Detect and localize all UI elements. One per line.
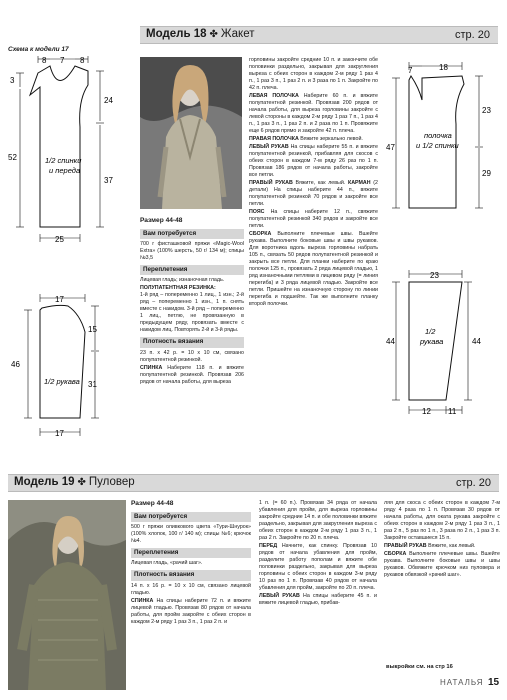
model18-rib-text: 1-й ряд – попеременно 1 лиц., 1 изн.; 2-й ряд – попеременно 1 изн., 1 п. снять вместе с накидом. 3-й ряд – попеременно 1 лиц., петлю, не провязанную в предыдущем ряду, провязать вместе с накидом лиц. Повторять 2-й и 3-й ряды.	[140, 292, 244, 334]
model19-left-sleeve-label: ЛЕВЫЙ РУКАВ	[259, 592, 300, 599]
model19-column-2	[259, 500, 377, 608]
model19-back-text: На спицы наберите 72 п. и вяжите лицевой гладью. Провязав 80 рядов от начала работы, для пройм закройте с обеих сторон в каждом 2-м ряду 1 раз 3 п., 1 раз 2 п. и	[131, 597, 251, 625]
model18-title: Модель 18	[146, 28, 207, 41]
model18-weaves-text: Лицевая гладь; изнаночная гладь.	[140, 277, 225, 284]
sleeve-dim-bottom: 17	[55, 429, 64, 438]
dim-right-2: 37	[104, 176, 113, 185]
model18-back-label: СПИНКА	[140, 364, 163, 371]
sleeve2-dim-bottom-1: 12	[422, 407, 431, 416]
sleeve2-dim-right: 44	[472, 337, 481, 346]
model18-left-sleeve-text: На спицы наберите 55 п. и вяжите полупатентной резинкой, прибавляя для скосов с обеих сторон в каждом 7-м ряду 26 раз по 1 п. Провязав 186 рядов от начала работы, закройте все петли.	[249, 144, 378, 179]
model19-head-density: Плотность вязания	[131, 570, 251, 580]
dim-right-1: 24	[104, 96, 113, 105]
flower-icon: ✤	[77, 477, 86, 489]
model19-title-bar	[8, 474, 499, 492]
model19-right-sleeve-text: Вяжите, как левый.	[428, 543, 476, 549]
body-pattern-label-2: и переда	[49, 166, 81, 175]
model19-front-text: Начните, как спинку. Провязав 10 рядов от начала убавления для пройм, разделите работу пополам и вяжите обе половинки раздельно, закрывая для выреза горловины с обеих сторон в каждом 3-м ряду 10 раз по 1 п. Провязав 40 рядов от начала убавления для пройм, закройте по 20 п. плеча.	[259, 543, 377, 591]
dim-top-3: 8	[80, 56, 85, 65]
dim-bottom: 25	[55, 235, 64, 244]
sleeve-dim-left: 46	[11, 360, 20, 369]
front-pattern-diagram	[384, 58, 504, 223]
sleeve2-dim-left: 44	[386, 337, 395, 346]
schema-heading: Схема к модели 17	[8, 46, 69, 53]
model19-page-ref: стр. 20	[455, 476, 491, 489]
model19-assembly-label: СБОРКА	[384, 551, 407, 558]
sleeve-dim-right-2: 31	[88, 380, 97, 389]
body-pattern-diagram	[0, 55, 130, 250]
front-dim-top-1: 7	[408, 66, 413, 75]
model19-head-needed: Вам потребуется	[131, 512, 251, 522]
model19-left-sleeve-text: На спицы наберите 45 п. и вяжите лицевой гладью, прибав-	[259, 592, 377, 606]
flower-icon: ✤	[209, 29, 218, 41]
model19-needed-text: 500 г пряжи оливкового цвета «Тури-Шнурок» (100% хлопок, 100 г/ 140 м); спицы №6; крючок №4.	[131, 524, 251, 544]
front-dim-left: 47	[386, 143, 395, 152]
sleeve2-pattern-label-2: рукава	[420, 337, 444, 346]
model18-right-sleeve-label: ПРАВЫЙ РУКАВ	[249, 180, 293, 187]
model19-density-text: 14 п. х 16 р. = 10 х 10 см, связано лицевой гладью.	[131, 582, 251, 596]
sleeve-pattern-label: 1/2 рукава	[44, 377, 80, 386]
sleeve-dim-top: 17	[55, 295, 64, 304]
model18-pocket-text: (2 детали) На спицы наберите 44 п., вяжите полупатентной резинкой 70 рядов и закройте все петли.	[249, 180, 378, 208]
model19-column-1	[131, 500, 251, 627]
model18-right-sleeve-text: Вяжите, как левый.	[295, 180, 346, 187]
model19-assembly-text: Выполните плечевые швы. Вшейте рукава. Выполните боковые швы и швы рукавов. Обвяжите крючком низ пуловера и рукавов обвязкой «рачий шаг».	[384, 551, 500, 579]
model18-title-bar	[140, 26, 498, 44]
model19-right-sleeve-label: ПРАВЫЙ РУКАВ	[384, 543, 427, 549]
model19-title: Модель 19	[14, 476, 75, 489]
model19-col3-intro: ляя для скоса с обеих сторон в каждом 7-м ряду 4 раза по 1 п. Провязав 30 рядов от начала работы, для оката рукава закройте с обеих сторон в каждом 2-м ряду 1 раз 3 п., 1 раз 2 п., 5 раз по 1 п., 3 раза по 2 п., 1 раз 3 п. Закройте оставшиеся 15 п.	[384, 500, 500, 541]
model18-pocket-label: КАРМАН	[348, 180, 371, 187]
model18-density-text: 23 п. х 42 р. = 10 х 10 см, связано полупатентной резинкой.	[140, 349, 244, 363]
model18-left-front-label: ЛЕВАЯ ПОЛОЧКА	[249, 93, 299, 100]
model18-col2-intro: горловины закройте средние 10 п. и закончите обе половинки раздельно, закрывая для закругления выреза с обеих сторон в каждом 2-м ряду 1 раз 4 п., 1 раз 3 п., 1 раз 2 п. и 3 раза по 1 п. Закройте по 42 п. плеча.	[249, 57, 378, 91]
model19-front-label: ПЕРЕД	[259, 543, 278, 549]
body-pattern-label-1: 1/2 спинки	[45, 156, 82, 165]
model19-head-weaves: Переплетения	[131, 548, 251, 558]
front-pattern-label-1: полочка	[424, 131, 452, 140]
model18-head-needed: Вам потребуется	[140, 229, 244, 239]
dim-left-2: 52	[8, 153, 17, 162]
model19-size: Размер 44-48	[131, 500, 174, 507]
dim-left-1: 3	[10, 76, 15, 85]
front-dim-top-2: 18	[439, 63, 448, 72]
front-dim-right-1: 23	[482, 106, 491, 115]
model18-head-density: Плотность вязания	[140, 337, 244, 347]
sleeve-pattern-diagram	[0, 292, 130, 442]
model18-right-front-text: Вяжите зеркально левой.	[300, 136, 363, 143]
model19-photo	[8, 500, 126, 690]
sleeve2-dim-top: 23	[430, 271, 439, 280]
patterns-note: выкройки см. на стр 16	[386, 664, 453, 670]
model19-column-3	[384, 500, 500, 580]
sleeve2-dim-bottom-2: 11	[448, 407, 457, 416]
model18-photo	[140, 57, 242, 209]
model18-size: Размер 44-48	[140, 217, 183, 224]
model18-assembly-text: Выполните плечевые швы. Вшейте рукава. Выполните боковые швы и швы рукавов. Для воротника вдоль выреза горловины набрать 105 п., связать 50 рядов полупатентной резинкой и закрыть все петли. Для планки наберите по краю полочки 125 п., провязать 2 ряда лицевой гладью, 1 ряд изнаночными петлями в лицевом ряду (= линия перегиба) и 3 ряда лицевой гладью. Закройте все петли. Пришейте на изнаночную сторону по линии перегиба и подшейте. Так же выполните планку второй полочки.	[249, 231, 378, 308]
model18-right-front-label: ПРАВАЯ ПОЛОЧКА	[249, 136, 299, 143]
model18-rib-label: ПОЛУПАТЕНТНАЯ РЕЗИНКА:	[140, 285, 216, 292]
sleeve-pattern-outline	[40, 305, 85, 418]
front-dim-right-2: 29	[482, 169, 491, 178]
model18-column-1	[140, 217, 244, 387]
model18-left-front-text: Наберите 60 п. и вяжите полупатентной резинкой. Провязав 200 рядов от начала работы, для выреза горловины закройте с левой стороны в каждом 2-м ряду 1 раз 7 п., 1 раз 4 п., 1 раз 3 п., 1 раз 2 п. и 2 раза по 1 п. Провяжите еще 6 рядов прямо и закройте 42 п. плеча.	[249, 93, 378, 134]
magazine-name: НАТАЛЬЯ	[440, 678, 484, 687]
model18-needed-text: 700 г фисташковой пряжи «Magic-Wool Extra» (100% шерсть, 50 г/ 134 м); спицы №3,5	[140, 241, 244, 261]
body-pattern-outline	[30, 66, 88, 227]
model18-belt-label: ПОЯС	[249, 209, 265, 216]
model19-weaves-text: Лицевая гладь, «рачий шаг».	[131, 560, 203, 567]
model18-subtitle: Жакет	[220, 28, 255, 41]
sleeve2-pattern-diagram	[384, 268, 504, 418]
model18-left-sleeve-label: ЛЕВЫЙ РУКАВ	[249, 144, 289, 151]
model19-back-label: СПИНКА	[131, 597, 154, 604]
page-number: 15	[488, 677, 500, 688]
model18-belt-text: На спицы наберите 12 п., свяжите полупатентной резинкой 340 рядов и закройте все петли.	[249, 209, 378, 230]
sleeve2-pattern-label-1: 1/2	[425, 327, 436, 336]
model18-page-ref: стр. 20	[454, 28, 490, 41]
model18-back-text: Наберите 118 п. и вяжите полупатентной резинкой. Провязав 206 рядов от начала работы, для выреза	[140, 364, 244, 385]
model19-subtitle: Пуловер	[88, 476, 135, 489]
sleeve-dim-right-1: 15	[88, 325, 97, 334]
model18-assembly-label: СБОРКА	[249, 231, 272, 238]
front-pattern-label-2: и 1/2 спинки	[416, 141, 459, 150]
model18-head-weaves: Переплетения	[140, 265, 244, 275]
dim-top-1: 8	[42, 56, 47, 65]
model18-column-2	[249, 57, 378, 309]
dim-top-2: 7	[60, 56, 65, 65]
model19-col2-intro: 1 п. (= 60 п.). Провязав 34 ряда от начала убавления для пройм, для выреза горловины закройте средние 14 п. и обе половинки вяжите раздельно, закрывая для закругления выреза с обеих сторон в каждом 2-м ряду 1 раз 3 п., 1 раз 2 п. Закройте по 20 п. плеча.	[259, 500, 377, 541]
